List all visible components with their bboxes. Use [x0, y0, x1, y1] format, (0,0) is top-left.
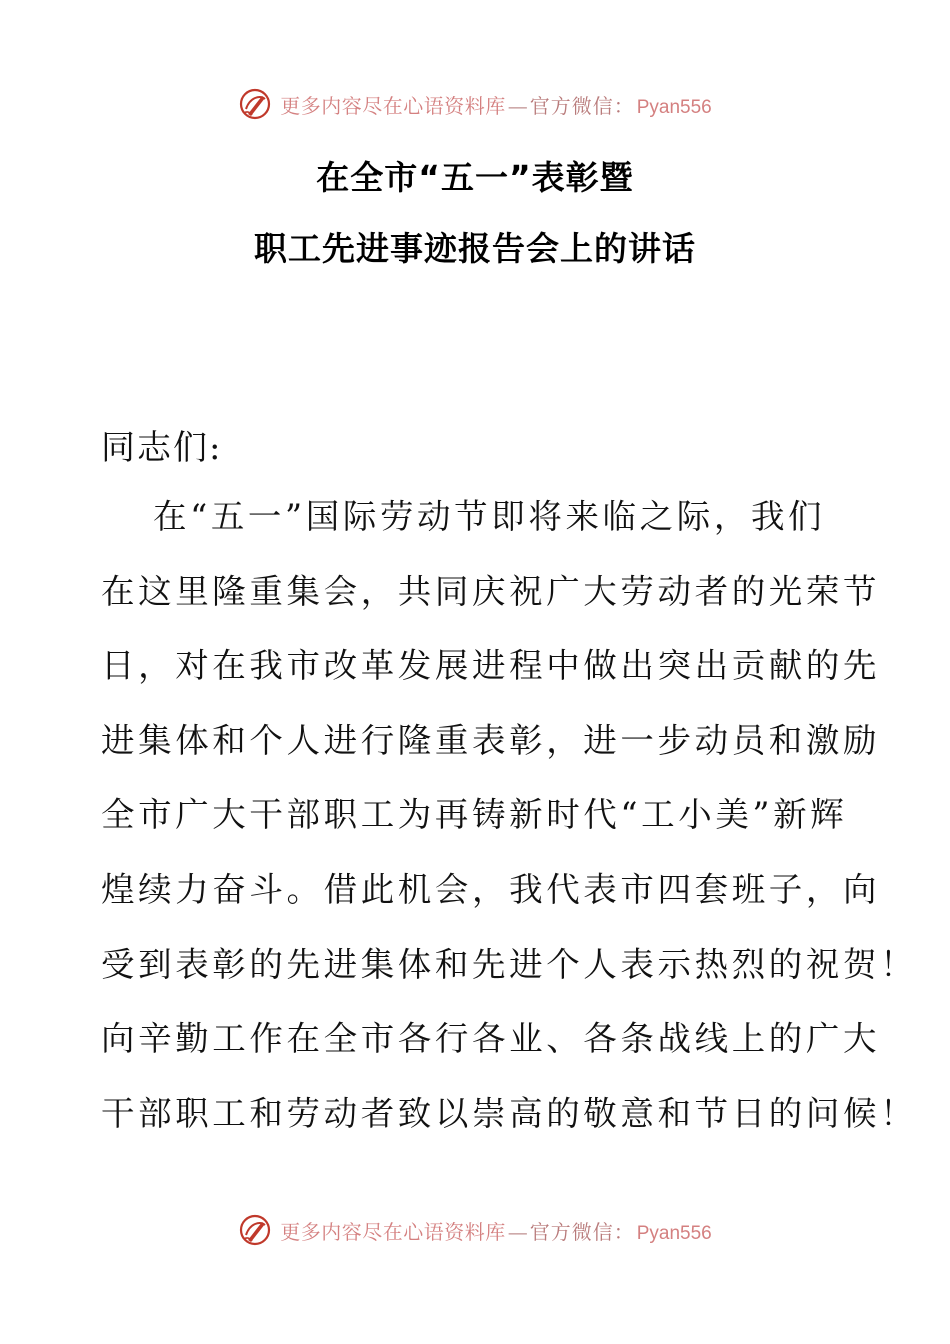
- footer-watermark: [0, 1210, 950, 1250]
- salutation: 同志们:: [101, 428, 223, 468]
- watermark-wechat-id: Pyan556: [636, 1222, 712, 1244]
- body-line: 在“五一”国际劳动节即将来临之际，我们: [153, 497, 826, 536]
- watermark-wechat-label: 官方微信：: [529, 1219, 635, 1244]
- pen-swirl-logo-icon: [238, 87, 272, 121]
- watermark-separator: —: [507, 93, 528, 118]
- body-line: 日，对在我市改革发展进程中做出突出贡献的先: [101, 646, 881, 686]
- pen-swirl-logo-icon: [238, 1213, 272, 1247]
- watermark-site: 更多内容尽在心语资料库: [280, 1219, 506, 1244]
- body-line: 全市广大干部职工为再铸新时代“工小美”新辉: [101, 795, 848, 835]
- body-line: 在这里隆重集会，共同庆祝广大劳动者的光荣节: [101, 571, 881, 611]
- header-watermark: [0, 84, 950, 124]
- body-line: 受到表彰的先进集体和先进个人表示热烈的祝贺！: [101, 944, 918, 984]
- watermark-wechat-id: Pyan556: [636, 96, 712, 118]
- watermark-site: 更多内容尽在心语资料库: [280, 93, 506, 118]
- document-title-line-2: 职工先进事迹报告会上的讲话: [254, 229, 696, 268]
- watermark-text: [280, 1216, 712, 1245]
- watermark-separator: —: [507, 1219, 528, 1244]
- body-paragraph: [101, 480, 918, 1151]
- body-line: 煌续力奋斗。借此机会，我代表市四套班子，向: [101, 869, 881, 909]
- document-title-line-1: 在全市“五一”表彰暨: [316, 158, 634, 197]
- body-line: 干部职工和劳动者致以崇高的敬意和节日的问候！: [101, 1093, 918, 1133]
- body-line: 向辛勤工作在全市各行各业、各条战线上的广大: [101, 1019, 881, 1059]
- watermark-wechat-label: 官方微信：: [529, 93, 635, 118]
- watermark-text: [280, 90, 712, 119]
- body-line: 进集体和个人进行隆重表彰，进一步动员和激励: [101, 720, 881, 760]
